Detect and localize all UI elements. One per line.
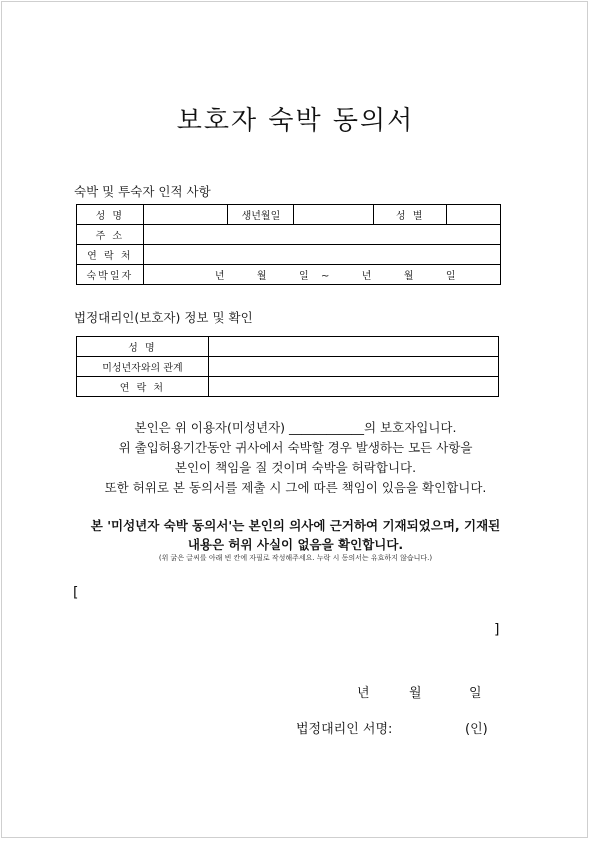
seal-mark: (인) [465, 722, 488, 737]
guardian-name-label: 성 명 [77, 337, 209, 357]
guardian-info-table [76, 336, 499, 397]
contact-label: 연 락 처 [77, 245, 144, 265]
stay-end-month: 월 [403, 271, 414, 282]
date-day: 일 [469, 686, 482, 701]
handwriting-note: (위 굵은 글씨를 아래 빈 칸에 자필로 작성해주세요. 누락 시 동의서는 유효하지 않습니다.) [158, 554, 433, 562]
date-year: 년 [357, 686, 370, 701]
section-lodger-title: 숙박 및 투숙자 인적 사항 [74, 184, 211, 199]
table-row [77, 245, 501, 265]
body-line-1: 본인은 위 이용자(미성년자) ____________의 보호자입니다. [134, 420, 457, 435]
stay-start-day: 일 [298, 271, 309, 282]
guardian-name-field[interactable] [208, 337, 498, 357]
table-row [77, 265, 501, 285]
gender-field[interactable] [447, 205, 501, 225]
body-line-4: 또한 허위로 본 동의서를 제출 시 그에 따른 책임이 있음을 확인합니다. [104, 480, 487, 495]
address-label: 주 소 [77, 225, 144, 245]
bold-statement-line-2: 내용은 허위 사실이 없음을 확인합니다. [187, 537, 404, 552]
contact-field[interactable] [143, 245, 500, 265]
stay-end-year: 년 [361, 271, 372, 282]
address-field[interactable] [143, 225, 500, 245]
bracket-open: [ [73, 585, 79, 601]
name-label: 성 명 [77, 205, 144, 225]
body-line-2: 위 출입허용기간동안 귀사에서 숙박할 경우 발생하는 모든 사항을 [118, 440, 473, 455]
relation-field[interactable] [208, 357, 498, 377]
section-guardian-title: 법정대리인(보호자) 정보 및 확인 [74, 310, 253, 325]
body-line-3: 본인이 책임을 질 것이며 숙박을 허락합니다. [174, 460, 417, 475]
guardian-contact-label: 연 락 처 [77, 377, 209, 397]
guardian-contact-field[interactable] [208, 377, 498, 397]
signature-label: 법정대리인 서명: [296, 722, 393, 737]
table-row [77, 357, 499, 377]
table-row [77, 225, 501, 245]
stay-end-day: 일 [445, 271, 456, 282]
birth-field[interactable] [294, 205, 374, 225]
range-tilde: ~ [321, 271, 330, 282]
document-title: 보호자 숙박 동의서 [176, 106, 415, 136]
handwriting-area[interactable] [82, 590, 492, 632]
stay-start-year: 년 [214, 271, 225, 282]
table-row [77, 337, 499, 357]
signature-field[interactable] [392, 716, 460, 736]
table-row [77, 377, 499, 397]
stay-date-label: 숙박일자 [77, 265, 144, 285]
stay-date-field[interactable] [143, 265, 500, 285]
relation-label: 미성년자와의 관계 [77, 357, 209, 377]
gender-label: 성 별 [374, 205, 447, 225]
bold-statement-line-1: 본 '미성년자 숙박 동의서'는 본인의 의사에 근거하여 기재되었으며, 기재된 [90, 518, 501, 533]
bracket-close: ] [494, 622, 500, 638]
date-month: 월 [409, 686, 422, 701]
stay-start-month: 월 [256, 271, 267, 282]
birth-label: 생년월일 [228, 205, 294, 225]
lodger-info-table [76, 204, 501, 285]
name-field[interactable] [143, 205, 228, 225]
table-row [77, 205, 501, 225]
